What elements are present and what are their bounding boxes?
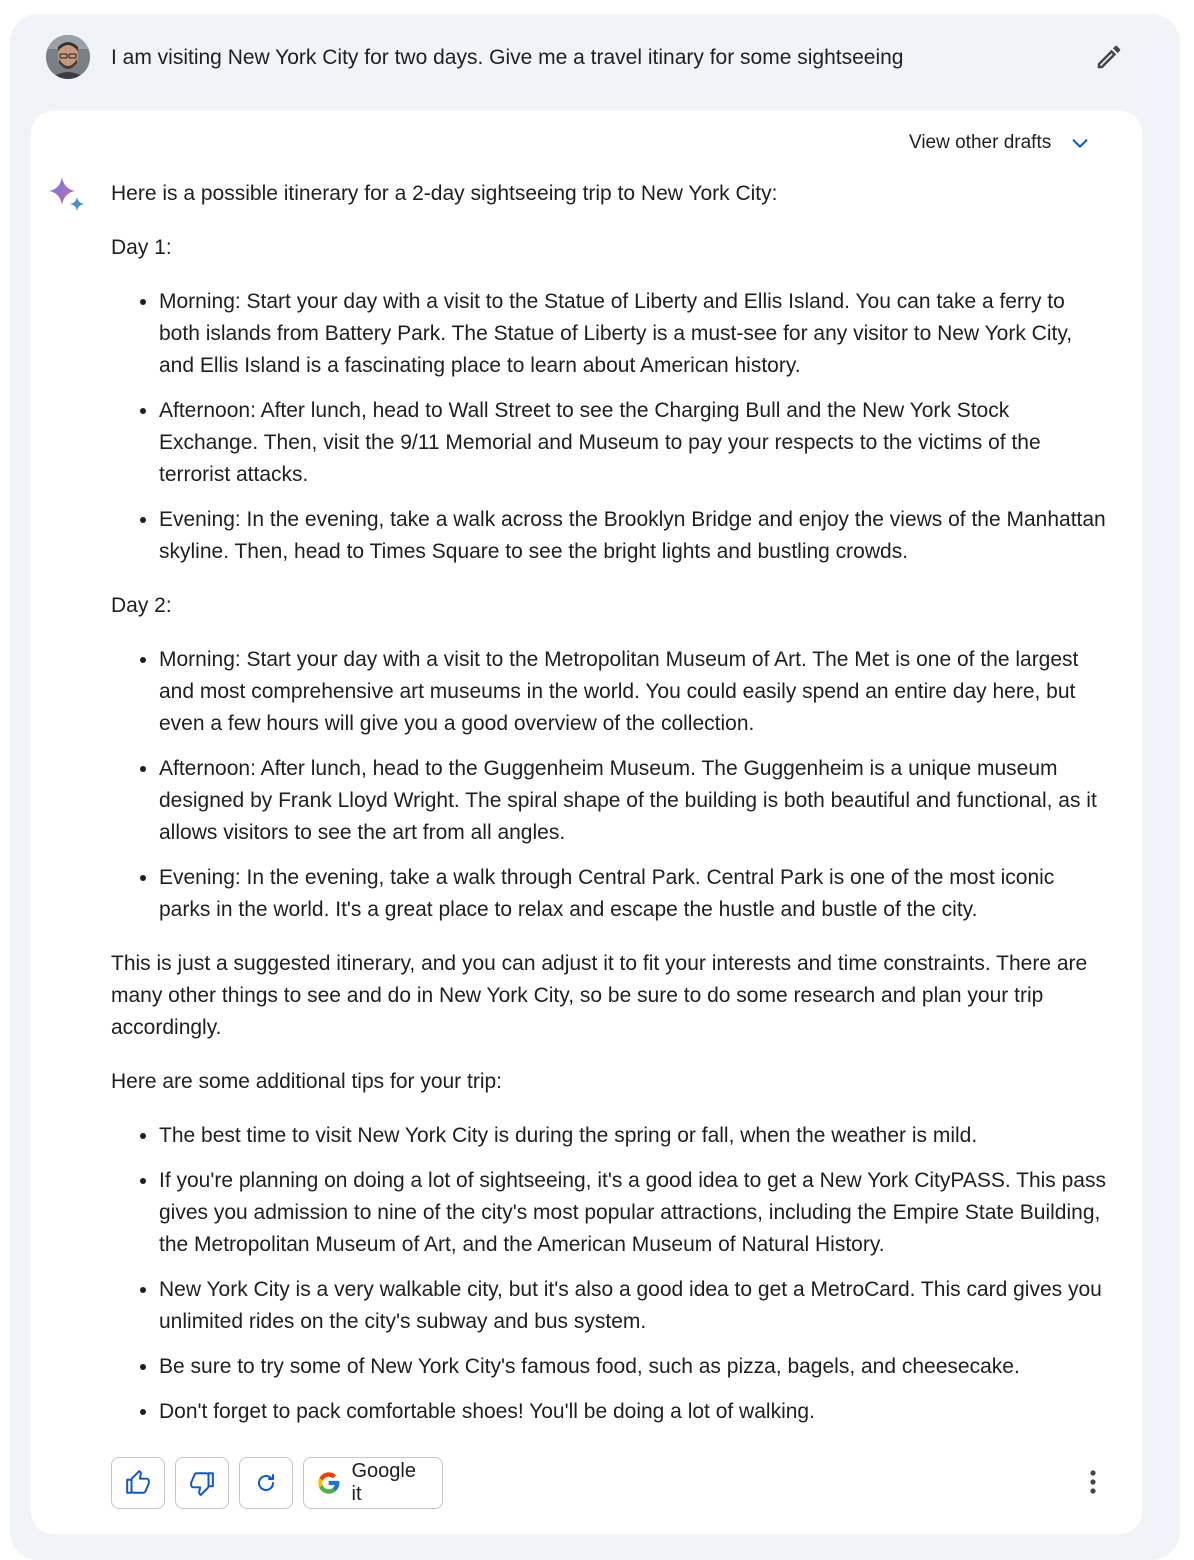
response-intro: Here is a possible itinerary for a 2-day sightseeing trip to New York City: [111, 182, 778, 205]
list-item: • Morning: Start your day with a visit to the Statue of Liberty and Ellis Island. You can take a ferry to both islands from Battery Park. The Statue of Liberty is a must-see for any visitor to New York City, and Ellis Island is a fascinating place to learn about American history. [159, 286, 1111, 382]
thumbs-down-icon [189, 1470, 215, 1496]
pencil-icon [1094, 42, 1124, 72]
day2-list [111, 644, 1111, 926]
list-item: • New York City is a very walkable city, but it's also a good idea to get a MetroCard. This card gives you unlimited rides on the city's subway and bus system. [159, 1274, 1111, 1338]
list-item: • Be sure to try some of New York City's famous food, such as pizza, bagels, and cheesecake. [159, 1351, 1111, 1383]
sparkle-icon [47, 175, 87, 215]
list-item: • Evening: In the evening, take a walk across the Brooklyn Bridge and enjoy the views of the Manhattan skyline. Then, head to Times Square to see the bright lights and bustling crowds. [159, 504, 1111, 568]
google-g-icon [316, 1470, 342, 1496]
thumbs-up-button[interactable] [111, 1457, 165, 1509]
list-item: • Don't forget to pack comfortable shoes! You'll be doing a lot of walking. [159, 1396, 1111, 1428]
response-actions [111, 1457, 453, 1511]
edit-prompt-button[interactable] [1094, 42, 1124, 72]
day1-heading: Day 1: [111, 236, 172, 259]
response-content [111, 178, 1111, 1450]
list-item: • Evening: In the evening, take a walk through Central Park. Central Park is one of the most iconic parks in the world. It's a great place to relax and escape the hustle and bustle of the city. [159, 862, 1111, 926]
tips-heading: Here are some additional tips for your trip: [111, 1070, 503, 1093]
more-vert-icon [1081, 1467, 1105, 1497]
regenerate-button[interactable] [239, 1457, 293, 1509]
list-item: • Afternoon: After lunch, head to Wall Street to see the Charging Bull and the New York Stock Exchange. Then, visit the 9/11 Memorial and Museum to pay your respects to the victims of the terrorist attacks. [159, 395, 1111, 491]
more-options-button[interactable] [1081, 1467, 1105, 1497]
chevron-down-icon [1069, 132, 1091, 154]
day2-heading: Day 2: [111, 594, 172, 617]
list-item: • Afternoon: After lunch, head to the Guggenheim Museum. The Guggenheim is a unique museum designed by Frank Lloyd Wright. The spiral shape of the building is both beautiful and functional, as it allows visitors to see the art from all angles. [159, 753, 1111, 849]
conversation-container [10, 14, 1180, 1560]
user-prompt-row [10, 14, 1180, 110]
thumbs-down-button[interactable] [175, 1457, 229, 1509]
prompt-text: I am visiting New York City for two days. Give me a travel itinary for some sightseeing [111, 46, 904, 69]
google-it-button[interactable] [303, 1457, 443, 1509]
thumbs-up-icon [125, 1470, 151, 1496]
day1-list [111, 286, 1111, 568]
refresh-icon [254, 1471, 278, 1495]
view-other-drafts-label: View other drafts [909, 132, 1052, 153]
list-item: • Morning: Start your day with a visit to the Metropolitan Museum of Art. The Met is one of the largest and most comprehensive art museums in the world. You could easily spend an entire day here, but even a few hours will give you a good overview of the collection. [159, 644, 1111, 740]
google-it-label: Google it [351, 1460, 416, 1505]
list-item: • If you're planning on doing a lot of sightseeing, it's a good idea to get a New York CityPASS. This pass gives you admission to nine of the city's most popular attractions, including the Empire State Building, the Metropolitan Museum of Art, and the American Museum of Natural History. [159, 1165, 1111, 1261]
response-summary: This is just a suggested itinerary, and you can adjust it to fit your interests and time constraints. There are many other things to see and do in New York City, so be sure to do some research and plan your trip accordingly. [111, 952, 1088, 1039]
view-other-drafts-button[interactable] [909, 128, 1091, 158]
response-card [31, 111, 1142, 1534]
tips-list [111, 1120, 1111, 1428]
avatar [46, 35, 90, 79]
list-item: • The best time to visit New York City is during the spring or fall, when the weather is mild. [159, 1120, 1111, 1152]
